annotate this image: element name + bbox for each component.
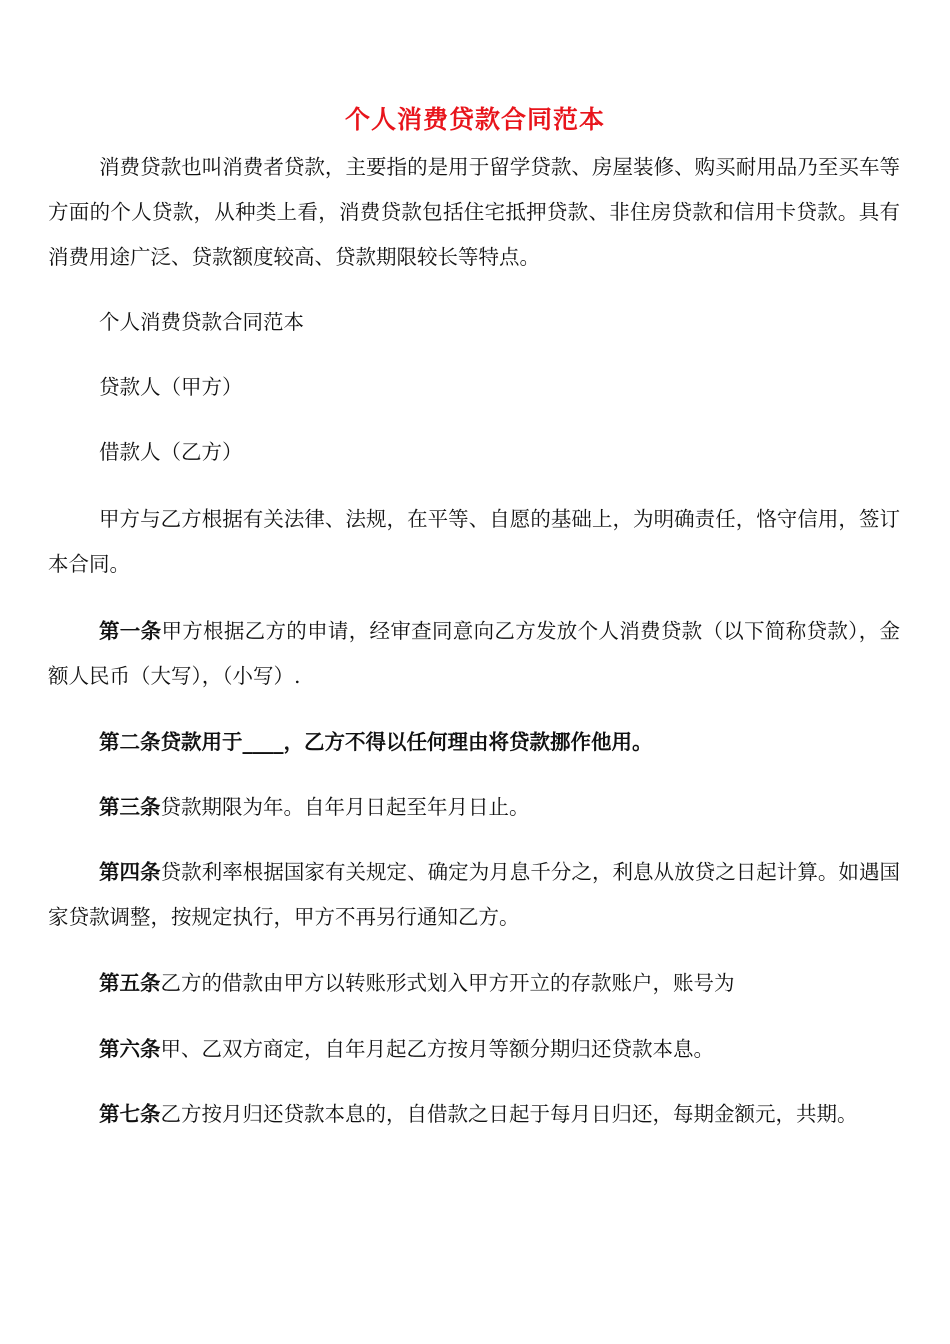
preamble-paragraph: 甲方与乙方根据有关法律、法规，在平等、自愿的基础上，为明确责任，恪守信用，签订本合同。 [48,507,900,576]
intro-paragraph: 消费贷款也叫消费者贷款，主要指的是用于留学贷款、房屋装修、购买耐用品乃至买车等方面的个人贷款，从种类上看，消费贷款包括住宅抵押贷款、非住房贷款和信用卡贷款。具有消费用途广泛、贷款额度较高、贷款期限较长等特点。 [48,155,900,269]
article-7 [48,1092,900,1137]
article-3 [48,785,900,830]
article-5 [48,961,900,1006]
article-2-label: 第二条 [99,730,161,754]
article-6-label: 第六条 [99,1037,161,1061]
article-6 [48,1027,900,1072]
article-1 [48,609,900,699]
article-5-label: 第五条 [99,971,161,995]
article-4 [48,850,900,940]
borrower-line: 借款人（乙方） [99,440,243,464]
article-1-text: 甲方根据乙方的申请，经审查同意向乙方发放个人消费贷款（以下简称贷款），金额人民币（大写），（小写）. [48,619,901,688]
lender-line: 贷款人（甲方） [99,375,243,399]
article-3-text: 贷款期限为年。自年月日起至年月日止。 [160,795,530,819]
article-4-text: 贷款利率根据国家有关规定、确定为月息千分之，利息从放贷之日起计算。如遇国家贷款调整，按规定执行，甲方不再另行通知乙方。 [48,860,901,929]
article-2-text: 贷款用于____，乙方不得以任何理由将贷款挪作他用。 [160,730,653,754]
contract-subtitle: 个人消费贷款合同范本 [99,310,304,334]
document-title: 个人消费贷款合同范本 [344,105,605,134]
article-7-label: 第七条 [99,1102,161,1126]
article-6-text: 甲、乙双方商定，自年月起乙方按月等额分期归还贷款本息。 [160,1037,714,1061]
article-4-label: 第四条 [99,860,161,884]
article-3-label: 第三条 [99,795,161,819]
article-5-text: 乙方的借款由甲方以转账形式划入甲方开立的存款账户，账号为 [160,971,735,995]
article-1-label: 第一条 [99,619,162,643]
article-7-text: 乙方按月归还贷款本息的，自借款之日起于每月日归还，每期金额元，共期。 [160,1102,858,1126]
article-2 [48,720,900,765]
